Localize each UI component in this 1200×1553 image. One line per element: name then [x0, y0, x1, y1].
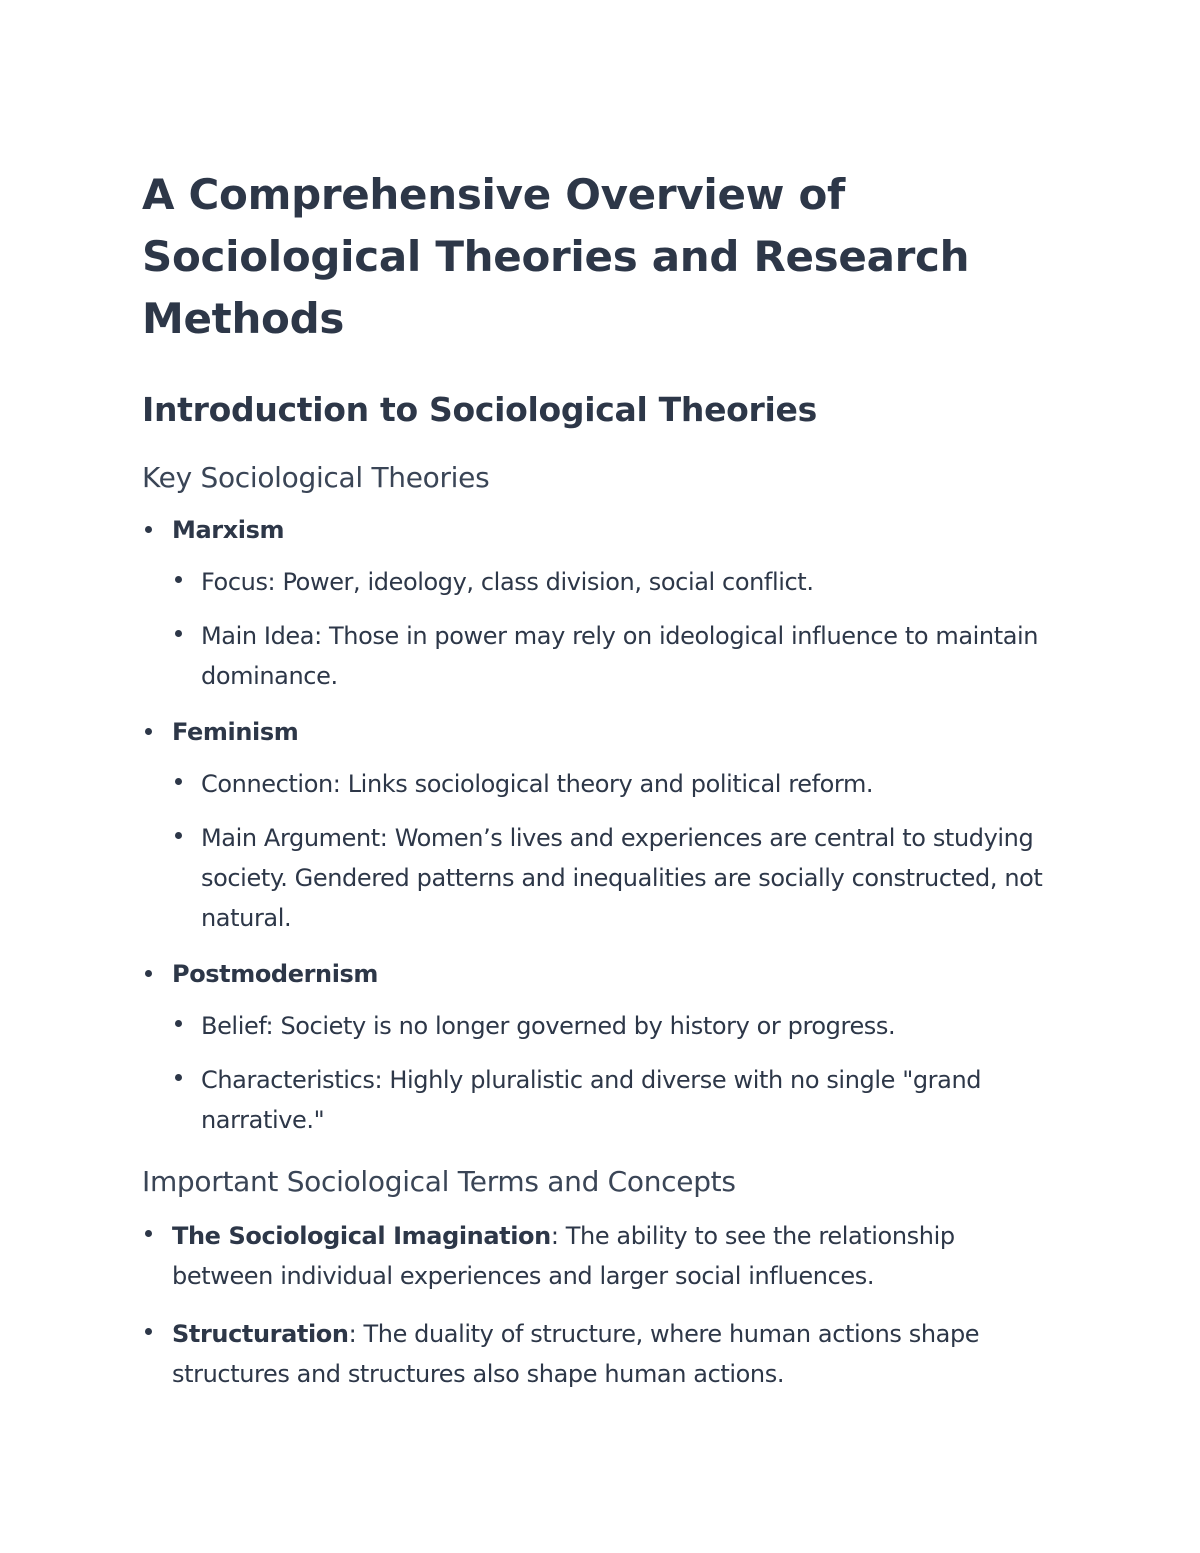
bullet-icon	[145, 970, 152, 977]
theory-point	[172, 616, 1050, 696]
theory-point-text: Focus: Power, ideology, class division, social conflict.	[201, 568, 814, 596]
bullet-icon	[175, 1074, 182, 1081]
theory-point	[172, 562, 1050, 602]
terms-list	[142, 1216, 1050, 1394]
bullet-icon	[175, 778, 182, 785]
bullet-icon	[175, 576, 182, 583]
theory-points	[172, 562, 1050, 696]
theories-list	[142, 512, 1050, 1140]
key-theories-heading: Key Sociological Theories	[142, 461, 490, 494]
theory-name: Marxism	[172, 516, 285, 544]
theory-point-text: Belief: Society is no longer governed by history or progress.	[201, 1012, 896, 1040]
bullet-icon	[175, 630, 182, 637]
theory-item-marxism	[142, 512, 1050, 696]
theory-point-text: Connection: Links sociological theory and political reform.	[201, 770, 874, 798]
term-item	[142, 1216, 1050, 1296]
term-definition: : The duality of structure, where human actions shape structures and structures also shape human actions.	[172, 1320, 980, 1388]
term-definition: : The ability to see the relationship between individual experiences and larger social influences.	[172, 1222, 955, 1290]
theory-point-text: Main Argument: Women’s lives and experiences are central to studying society. Gendered patterns and inequalities are socially constructed, not natural.	[201, 824, 1043, 932]
theory-points	[172, 764, 1050, 938]
theory-point	[172, 818, 1050, 938]
bullet-icon	[175, 1020, 182, 1027]
term-text	[172, 1314, 1050, 1394]
bullet-icon	[145, 1328, 152, 1335]
theory-name: Postmodernism	[172, 960, 379, 988]
theory-name: Feminism	[172, 718, 299, 746]
theory-points	[172, 1006, 1050, 1140]
theory-point-text: Characteristics: Highly pluralistic and diverse with no single "grand narrative."	[201, 1066, 982, 1134]
document-title: A Comprehensive Overview of Sociological Theories and Research Methods	[142, 170, 970, 343]
section-heading: Introduction to Sociological Theories	[142, 390, 817, 429]
term-item	[142, 1314, 1050, 1394]
theory-point	[172, 1060, 1050, 1140]
bullet-icon	[145, 728, 152, 735]
term-label: Structuration	[172, 1320, 349, 1348]
theory-point	[172, 764, 1050, 804]
terms-heading: Important Sociological Terms and Concepts	[142, 1165, 736, 1198]
theory-point-text: Main Idea: Those in power may rely on ideological influence to maintain dominance.	[201, 622, 1039, 690]
bullet-icon	[145, 1230, 152, 1237]
theory-item-feminism	[142, 714, 1050, 938]
term-label: The Sociological Imagination	[172, 1222, 551, 1250]
theory-point	[172, 1006, 1050, 1046]
bullet-icon	[145, 526, 152, 533]
theory-item-postmodernism	[142, 956, 1050, 1140]
term-text	[172, 1216, 1050, 1296]
bullet-icon	[175, 832, 182, 839]
